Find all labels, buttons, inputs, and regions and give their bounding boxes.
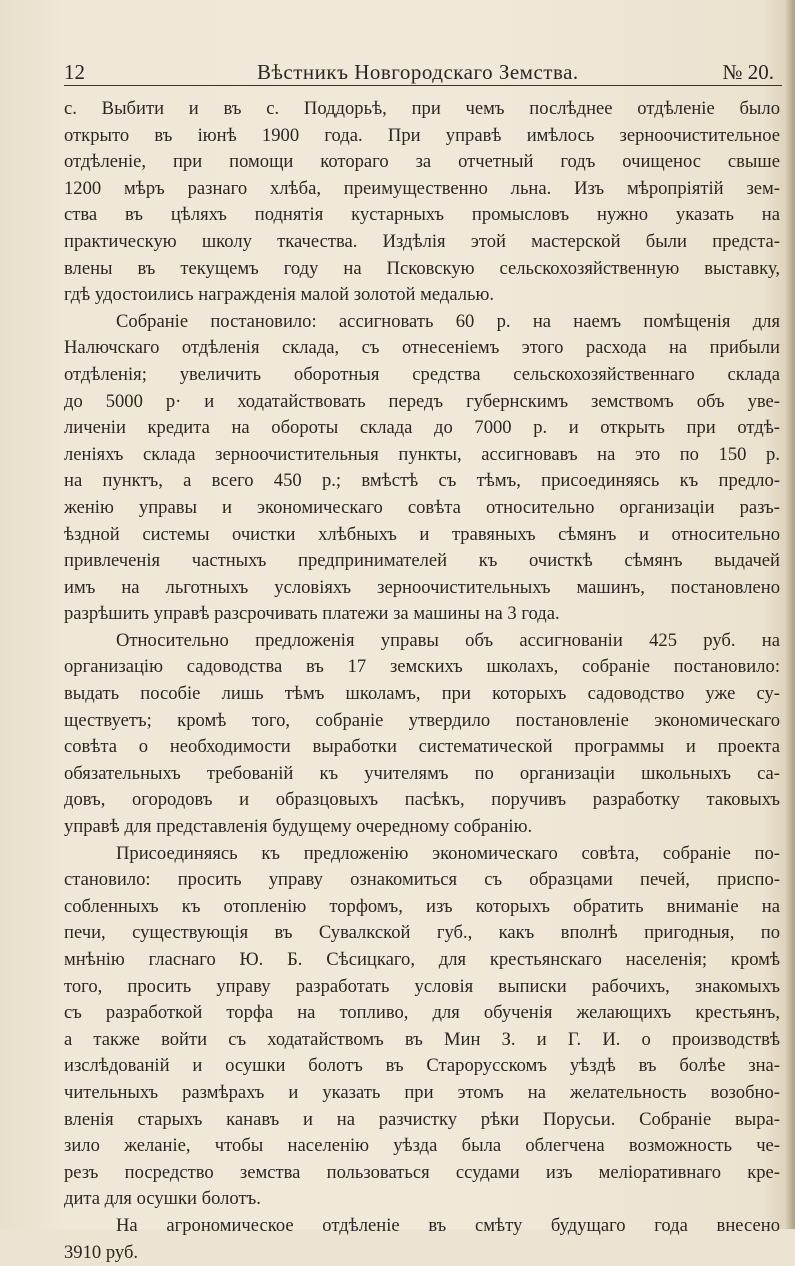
text-line: Налючскаго отдѣленія склада, съ отнесеніемъ этого расхода на прибыли	[64, 337, 780, 359]
text-line: леніяхъ склада зерноочистительныя пункты, ассигновавъ на это по 150 р.	[64, 443, 780, 465]
issue-number: № 20.	[722, 60, 774, 84]
running-header	[64, 56, 782, 88]
text-line: Присоединяясь къ предложенію экономическаго совѣта, собраніе по-	[116, 842, 780, 864]
text-line: 1200 мѣръ разнаго хлѣба, преимущественно льна. Изъ мѣропріятій зем-	[64, 177, 780, 199]
text-line: резъ посредство земства пользоваться ссудами изъ меліоративнаго кре-	[64, 1161, 780, 1183]
text-line: а также войти съ ходатайствомъ въ Мин З. и Г. И. о производствѣ	[64, 1028, 780, 1050]
text-line: имъ на льготныхъ условіяхъ зерноочистительныхъ машинъ, постановлено	[64, 576, 780, 598]
body-text	[64, 96, 780, 1266]
text-line: разрѣшить управѣ разсрочивать платежи за машины на 3 года.	[64, 603, 560, 625]
text-line: выдать пособіе лишь тѣмъ школамъ, при которыхъ садоводство уже су-	[64, 683, 780, 705]
text-line: ства въ цѣляхъ поднятія кустарныхъ промысловъ нужно указать на	[64, 204, 780, 226]
text-line: того, просить управу разработать условія выписки рабочихъ, знакомыхъ	[64, 975, 780, 997]
text-line: влены въ текущемъ году на Псковскую сельскохозяйственную выставку,	[64, 257, 780, 279]
text-line: личеніи кредита на обороты склада до 7000 р. и открыть при отдѣ-	[64, 417, 780, 439]
journal-title: Вѣстникъ Новгородскаго Земства.	[257, 60, 579, 84]
text-line: организацію садоводства въ 17 земскихъ школахъ, собраніе постановило:	[64, 656, 780, 678]
text-line: изслѣдованій и осушки болотъ въ Старорусскомъ уѣздѣ въ болѣе зна-	[64, 1055, 780, 1077]
page-number: 12	[64, 60, 85, 84]
text-line: до 5000 р· и ходатайствовать передъ губернскимъ земствомъ объ уве-	[64, 390, 780, 412]
text-line: дита для осушки болотъ.	[64, 1188, 261, 1210]
text-line: управѣ для представленія будущему очередному собранію.	[64, 816, 533, 838]
text-line: мнѣнію гласнаго Ю. Б. Сѣсицкаго, для крестьянскаго населенія; кромѣ	[64, 949, 780, 970]
text-line: практическую школу ткачества. Издѣлія этой мастерской были предста-	[64, 230, 780, 252]
text-line: отдѣленія; увеличить оборотныя средства сельскохозяйственнаго склада	[64, 363, 780, 385]
text-line: ществуетъ; кромѣ того, собраніе утвердило постановленіе экономическаго	[64, 709, 780, 731]
text-line: чительныхъ размѣрахъ и указать при этомъ на желательность возобно-	[64, 1081, 780, 1103]
text-line: становило: просить управу ознакомиться съ образцами печей, приспо-	[64, 869, 780, 891]
text-line: довъ, огородовъ и образцовыхъ пасѣкъ, поручивъ разработку таковыхъ	[64, 789, 780, 811]
text-line: 3910 руб.	[64, 1241, 139, 1263]
text-line: съ разработкой торфа на топливо, для обученія желающихъ крестьянъ,	[64, 1002, 780, 1024]
text-line: женію управы и экономическаго совѣта относительно организаціи разъ-	[64, 496, 780, 518]
text-line: печи, существующія въ Сувалкской губ., какъ вполнѣ пригодныя, по	[64, 922, 780, 944]
text-line: совѣта о необходимости выработки систематической программы и проекта	[64, 736, 780, 758]
page-edge-shadow	[785, 0, 795, 1229]
text-line: Собраніе постановило: ассигновать 60 р. на наемъ помѣщенія для	[116, 310, 780, 332]
header-rule	[64, 85, 782, 86]
text-line: ѣздной системы очистки хлѣбныхъ и травяныхъ сѣмянъ и относительно	[64, 523, 780, 545]
text-line: обязательныхъ требованій къ учителямъ по организаціи школьныхъ са-	[64, 762, 780, 784]
text-line: Относительно предложенія управы объ ассигнованіи 425 руб. на	[116, 629, 780, 651]
text-line: На агрономическое отдѣленіе въ смѣту будущаго года внесено	[116, 1214, 780, 1236]
text-line: на пунктъ, а всего 450 р.; вмѣстѣ съ тѣмъ, присоединяясь къ предло-	[64, 470, 780, 492]
text-line: открыто въ іюнѣ 1900 года. При управѣ имѣлось зерноочистительное	[64, 124, 780, 146]
text-line: вленія старыхъ канавъ и на разчистку рѣки Порусьи. Собраніе выра-	[64, 1108, 780, 1130]
text-line: зило желаніе, чтобы населенію уѣзда была облегчена возможность че-	[64, 1135, 780, 1157]
text-line: собленныхъ къ отопленію торфомъ, изъ которыхъ обратить вниманіе на	[64, 895, 780, 917]
text-line: отдѣленіе, при помощи котораго за отчетный годъ очищенос свыше	[64, 151, 780, 173]
text-line: с. Выбити и въ с. Поддорьѣ, при чемъ послѣднее отдѣленіе было	[64, 98, 780, 119]
text-line: привлеченія частныхъ предпринимателей къ очисткѣ сѣмянъ выдачей	[64, 550, 780, 572]
text-line: гдѣ удостоились награжденія малой золотой медалью.	[64, 284, 495, 306]
